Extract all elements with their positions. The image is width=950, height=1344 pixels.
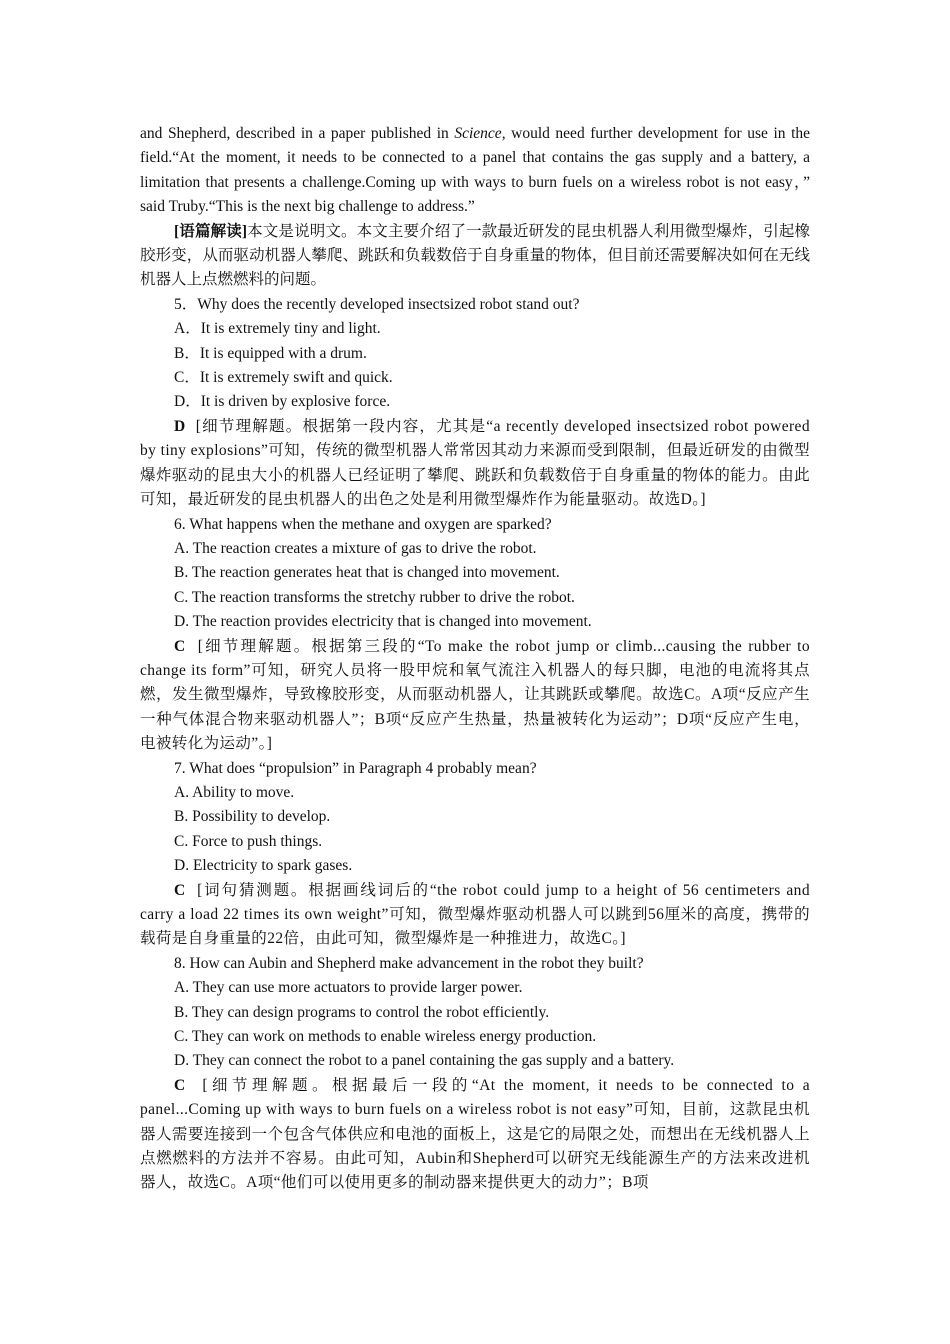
option-b: B. The reaction generates heat that is changed into movement.: [174, 564, 560, 582]
option-d: D．It is driven by explosive force.: [174, 393, 391, 411]
answer-letter: C: [174, 637, 186, 655]
answer-letter: D: [174, 417, 186, 435]
answer-explanation: C [词句猜测题。根据画线词后的“the robot could jump to a height of 56 centimeters and carry a load 22 times its own weight”可知，微型爆炸驱动机器人可以跳到56厘米的高度，携带的载荷是自身重量的22倍，由此可知，微型爆炸是一种推进力，故选C。]: [140, 881, 810, 948]
journal-name: Science: [454, 125, 502, 142]
option-a: A. They can use more actuators to provide larger power.: [174, 979, 523, 997]
option-d: D. They can connect the robot to a panel containing the gas supply and a battery.: [174, 1052, 675, 1070]
interpretation-paragraph: [语篇解读]本文是说明文。本文主要介绍了一款最近研发的昆虫机器人利用微型爆炸，引起橡胶形变，从而驱动机器人攀爬、跳跃和负载数倍于自身重量的物体，但目前还需要解决如何在无线机器人上点燃燃料的问题。: [140, 222, 810, 289]
answer-explanation: C [细节理解题。根据第三段的“To make the robot jump or climb...causing the rubber to change its form”可知，研究人员将一股甲烷和氧气流注入机器人的每只脚，电池的电流将其点燃，发生微型爆炸，导致橡胶形变，从而驱动机器人，让其跳跃或攀爬。故选C。A项“反应产生一种气体混合物来驱动机器人”；B项“反应产生热量，热量被转化为运动”；D项“反应产生电，电被转化为运动”。]: [140, 637, 810, 753]
option-c: C. Force to push things.: [174, 832, 323, 850]
answer-letter: C: [174, 1076, 186, 1094]
option-a: A. Ability to move.: [174, 783, 295, 801]
option-d: D. The reaction provides electricity that is changed into movement.: [174, 613, 592, 631]
option-c: C．It is extremely swift and quick.: [174, 369, 393, 387]
document-page: [140, 122, 810, 1196]
option-b: B. Possibility to develop.: [174, 808, 331, 826]
option-c: C. They can work on methods to enable wireless energy production.: [174, 1028, 597, 1046]
option-a: A．It is extremely tiny and light.: [174, 320, 381, 338]
option-b: B．It is equipped with a drum.: [174, 344, 367, 362]
passage-paragraph: and Shepherd, described in a paper published in Science, would need further development for use in the field.“At the moment, it needs to be connected to a panel that contains the gas supply and a battery, a limitation that presents a challenge.Coming up with ways to burn fuels on a wireless robot is not easy，” said Truby.“This is the next big challenge to address.”: [140, 125, 811, 216]
answer-letter: C: [174, 881, 186, 899]
option-a: A. The reaction creates a mixture of gas to drive the robot.: [174, 539, 537, 557]
interpretation-label: [语篇解读]: [174, 222, 248, 240]
question-stem: 7. What does “propulsion” in Paragraph 4 probably mean?: [174, 759, 537, 777]
answer-explanation: C [细节理解题。根据最后一段的“At the moment, it needs to be connected to a panel...Coming up with ways to burn fuels on a wireless robot is not easy”可知，目前，这款昆虫机器人需要连接到一个包含气体供应和电池的面板上，这是它的局限之处，而想出在无线机器人上点燃燃料的方法并不容易。由此可知，Aubin和Shepherd可以研究无线能源生产的方法来改进机器人，故选C。A项“他们可以使用更多的制动器来提供更大的动力”；B项: [140, 1076, 810, 1192]
question-stem: 6. What happens when the methane and oxygen are sparked?: [174, 515, 552, 533]
option-b: B. They can design programs to control the robot efficiently.: [174, 1003, 550, 1021]
question-8: [140, 952, 810, 1196]
option-d: D. Electricity to spark gases.: [174, 857, 353, 875]
answer-explanation: D [细节理解题。根据第一段内容，尤其是“a recently developed insectsized robot powered by tiny explosions”可知，传统的微型机器人常常因其动力来源而受到限制，但最近研发的由微型爆炸驱动的昆虫大小的机器人已经证明了攀爬、跳跃和负载数倍于自身重量的物体的能力。由此可知，最近研发的昆虫机器人的出色之处是利用微型爆炸作为能量驱动。故选D。]: [140, 417, 810, 509]
question-6: [140, 513, 810, 757]
option-c: C. The reaction transforms the stretchy rubber to drive the robot.: [174, 588, 575, 606]
question-stem: 5．Why does the recently developed insectsized robot stand out?: [174, 295, 580, 313]
question-5: [140, 293, 810, 513]
question-7: [140, 757, 810, 952]
question-stem: 8. How can Aubin and Shepherd make advancement in the robot they built?: [174, 954, 644, 972]
